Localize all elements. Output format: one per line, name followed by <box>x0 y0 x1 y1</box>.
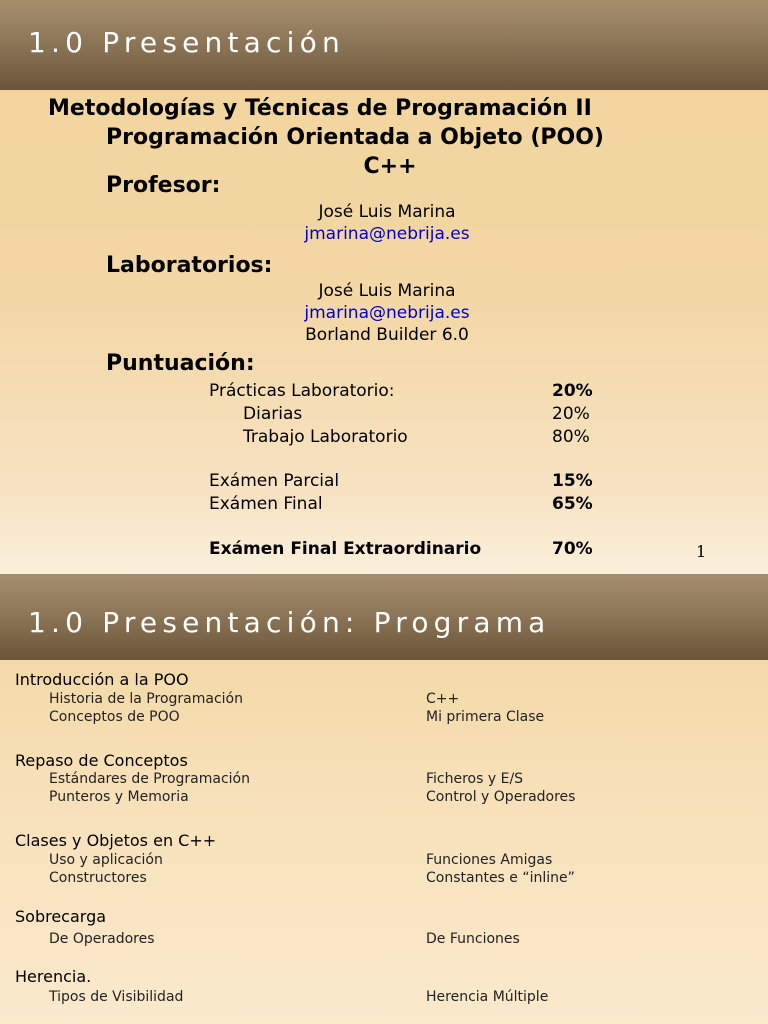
course-subtitle: Programación Orientada a Objeto (POO) <box>106 125 604 150</box>
slide-title: 1.0 Presentación <box>28 26 345 59</box>
topic-item: Constructores <box>49 870 147 886</box>
profesor-email-link[interactable]: jmarina@nebrija.es <box>304 224 470 244</box>
laboratorios-email-link[interactable]: jmarina@nebrija.es <box>304 303 470 323</box>
section-heading: Clases y Objetos en C++ <box>15 831 217 850</box>
topic-item: Ficheros y E/S <box>426 771 524 787</box>
topic-item: Control y Operadores <box>426 789 576 805</box>
topic-item: Conceptos de POO <box>49 709 180 725</box>
section-heading: Repaso de Conceptos <box>15 751 188 770</box>
course-language: C++ <box>363 154 417 179</box>
topic-item: Uso y aplicación <box>49 852 163 868</box>
topic-item: Historia de la Programación <box>49 691 243 707</box>
topic-item: Constantes e “inline” <box>426 870 575 886</box>
section-heading: Herencia. <box>15 967 92 986</box>
laboratorios-name: José Luis Marina <box>318 281 456 301</box>
score-label: Trabajo Laboratorio <box>243 427 408 447</box>
score-value: 20% <box>552 381 593 401</box>
course-name: Metodologías y Técnicas de Programación II <box>48 96 592 121</box>
score-value: 15% <box>552 471 593 491</box>
topic-item: C++ <box>426 691 460 707</box>
title-bar <box>0 0 768 90</box>
score-label: Exámen Final Extraordinario <box>209 539 482 559</box>
score-value: 70% <box>552 539 593 559</box>
laboratorios-heading: Laboratorios: <box>106 253 273 278</box>
profesor-heading: Profesor: <box>106 173 221 198</box>
topic-item: De Operadores <box>49 931 155 947</box>
score-label: Exámen Parcial <box>209 471 340 491</box>
title-bar <box>0 574 768 660</box>
page-number: 1 <box>696 542 707 561</box>
score-value: 80% <box>552 427 590 447</box>
topic-item: Punteros y Memoria <box>49 789 189 805</box>
topic-item: Tipos de Visibilidad <box>49 989 184 1005</box>
puntuacion-heading: Puntuación: <box>106 351 255 376</box>
topic-item: Mi primera Clase <box>426 709 545 725</box>
topic-item: Herencia Múltiple <box>426 989 549 1005</box>
slide-programa <box>0 574 768 1024</box>
slide-title: 1.0 Presentación: Programa <box>28 606 551 639</box>
score-label: Diarias <box>243 404 303 424</box>
profesor-name: José Luis Marina <box>318 202 456 222</box>
topic-item: Funciones Amigas <box>426 852 553 868</box>
laboratorios-tool: Borland Builder 6.0 <box>305 325 469 345</box>
topic-item: Estándares de Programación <box>49 771 250 787</box>
score-label: Prácticas Laboratorio: <box>209 381 395 401</box>
score-value: 20% <box>552 404 590 424</box>
score-label: Exámen Final <box>209 494 323 514</box>
section-heading: Introducción a la POO <box>15 670 189 689</box>
section-heading: Sobrecarga <box>15 907 107 926</box>
topic-item: De Funciones <box>426 931 520 947</box>
score-value: 65% <box>552 494 593 514</box>
